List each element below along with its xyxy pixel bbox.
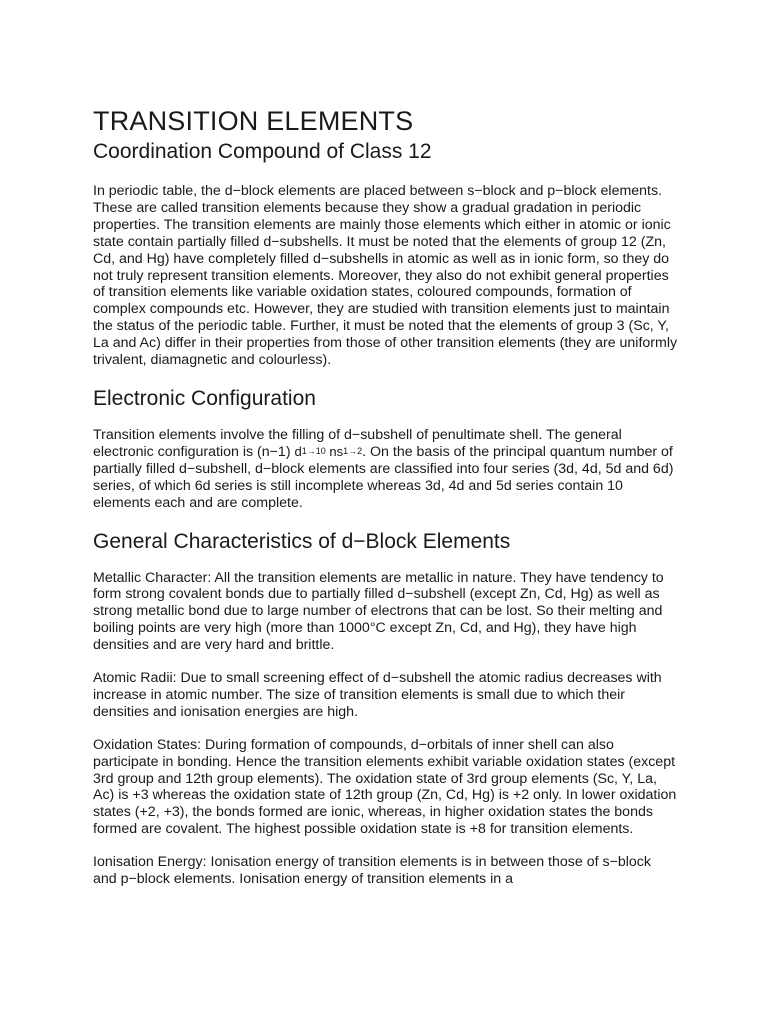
paragraph-oxidation-states: Oxidation States: During formation of compounds, d−orbitals of inner shell can also participate in bonding. Hence the transition elements exhibit variable oxidation states (except 3rd group and 12th group elements). The oxidation state of 3rd group elements (Sc, Y, La, Ac) is +3 whereas the oxidation state of 12th group (Zn, Cd, Hg) is +2 only. In lower oxidation states (+2, +3), the bonds formed are ionic, whereas, in higher oxidation states the bonds formed are covalent. The highest possible oxidation state is +8 for transition elements.: [93, 736, 677, 838]
config-text-after: . On the basis of the principal quantum number of partially filled d−subshell, d−block elements are classified into four series (3d, 4d, 5d and 6d) series, of which 6d series is still incomplete whereas 3d, 4d and 5d series contain 10 elements each and are complete.: [93, 443, 674, 511]
config-paragraph: [93, 427, 678, 512]
paragraph-ionisation-energy: Ionisation Energy: Ionisation energy of transition elements is in between those of s−block and p−block elements. Ionisation energy of transition elements in a: [93, 854, 651, 888]
section-heading-general-characteristics: General Characteristics of d−Block Elements: [93, 529, 511, 553]
config-text-before: Transition elements involve the filling of d−subshell of penultimate shell. The general electronic configuration is (n−1): [93, 426, 622, 460]
intro-paragraph: In periodic table, the d−block elements are placed between s−block and p−block elements. These are called transition elements because they show a gradual gradation in periodic properties. The transition elements are mainly those elements which either in atomic or ionic state contain partially filled d−subshells. It must be noted that the elements of group 12 (Zn, Cd, and Hg) have completely filled d−subshells in atomic as well as in ionic form, so they do not truly represent transition elements. Moreover, they also do not exhibit general properties of transition elements like variable oxidation states, coloured compounds, formation of complex compounds etc. However, they are studied with transition elements just to maintain the status of the periodic table. Further, it must be noted that the elements of group 3 (Sc, Y, La and Ac) differ in their properties from those of other transition elements (they are uniformly trivalent, diamagnetic and colourless).: [93, 183, 678, 369]
section-heading-electronic-configuration: Electronic Configuration: [93, 386, 316, 410]
ns-exponent: 1→2: [343, 445, 363, 456]
paragraph-atomic-radii: Atomic Radii: Due to small screening effect of d−subshell the atomic radius decreases with increase in atomic number. The size of transition elements is small due to which their densities and ionisation energies are high.: [93, 670, 662, 720]
document-page: [93, 104, 678, 904]
d-exponent: 1→10: [301, 445, 326, 456]
paragraph-metallic-character: Metallic Character: All the transition elements are metallic in nature. They have tendency to form strong covalent bonds due to partially filled d−subshell (except Zn, Cd, Hg) as well as strong metallic bond due to large number of electrons that can be lost. So their melting and boiling points are very high (more than 1000°C except Zn, Cd, and Hg), they have high densities and are very hard and brittle.: [93, 569, 664, 654]
document-subtitle: Coordination Compound of Class 12: [93, 140, 432, 163]
d-orbital-term: $d^{1\to 10}$ $ns^{1\to 2}$: [294, 443, 363, 459]
document-title: TRANSITION ELEMENTS: [93, 106, 414, 136]
